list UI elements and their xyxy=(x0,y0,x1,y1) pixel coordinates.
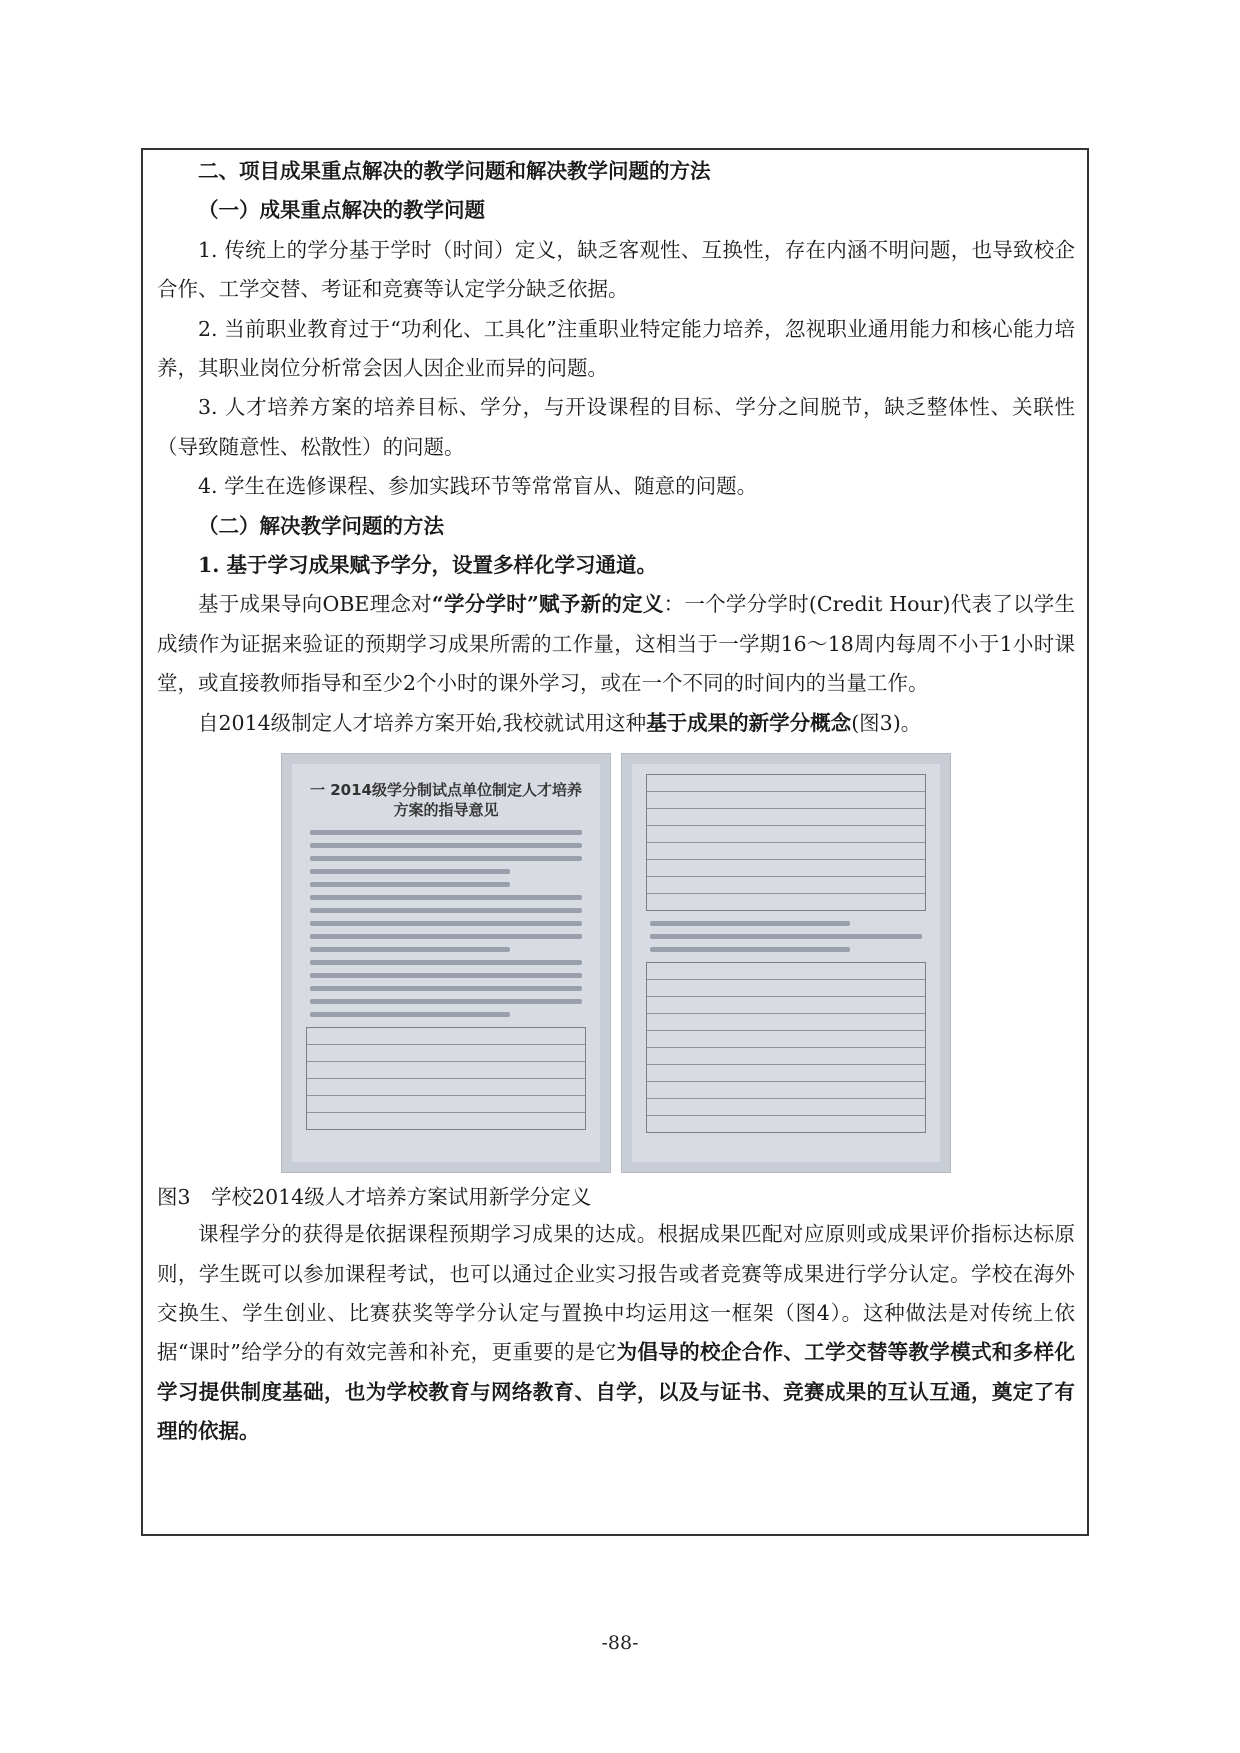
figure-3 xyxy=(157,753,1075,1173)
para2-lead: 自2014级制定人才培养方案开始,我校就试用这种 xyxy=(198,710,647,735)
photo-left-title: 一 2014级学分制试点单位制定人才培养方案的指导意见 xyxy=(310,781,582,820)
para2-bold: 基于成果的新学分概念 xyxy=(646,710,852,735)
heading-main: 二、项目成果重点解决的教学问题和解决教学问题的方法 xyxy=(198,159,711,183)
problem-1: 1. 传统上的学分基于学时（时间）定义，缺乏客观性、互换性，存在内涵不明问题，也导致校企合作、工学交替、考证和竞赛等认定学分缺乏依据。 xyxy=(157,237,1075,302)
problem-2: 2. 当前职业教育过于“功利化、工具化”注重职业特定能力培养，忽视职业通用能力和核心能力培养，其职业岗位分析常会因人因企业而异的问题。 xyxy=(157,316,1075,381)
photo-right-table-bottom xyxy=(646,962,926,1133)
heading-methods: （二）解决教学问题的方法 xyxy=(198,513,444,538)
page-number: -88- xyxy=(601,1632,639,1654)
problem-4: 4. 学生在选修课程、参加实践环节等常常盲从、随意的问题。 xyxy=(198,474,758,499)
problem-3: 3. 人才培养方案的培养目标、学分，与开设课程的目标、学分之间脱节，缺乏整体性、关联性（导致随意性、松散性）的问题。 xyxy=(157,395,1075,459)
para1-lead: 基于成果导向OBE理念对 xyxy=(198,592,432,617)
photo-right-page xyxy=(621,753,951,1173)
photo-left-table xyxy=(306,1027,586,1130)
heading-problems: （一）成果重点解决的教学问题 xyxy=(198,198,485,223)
figure-3-caption: 图3 学校2014级人才培养方案试用新学分定义 xyxy=(157,1185,592,1210)
para1-bold: “学分学时”赋予新的定义 xyxy=(431,592,664,617)
para3-bold: 为倡导的校企合作、工学交替等教学模式和多样化学习提供制度基础，也为学校教育与网络教育、自学，以及与证书、竞赛成果的互认互通，奠定了有理的依据。 xyxy=(157,1340,1075,1444)
paragraph-credit-recognition xyxy=(157,1215,1075,1451)
method-1-title: 1. 基于学习成果赋予学分，设置多样化学习通道。 xyxy=(198,553,658,578)
paragraph-credit-definition xyxy=(157,585,1075,703)
document-body xyxy=(157,152,1075,1452)
photo-right-table-top xyxy=(646,774,926,911)
para2-rest: (图3)。 xyxy=(851,710,922,735)
photo-left-page xyxy=(281,753,611,1173)
para1-rest: ：一个学分学时(Credit Hour)代表了以学生成绩作为证据来验证的预期学习成果所需的工作量，这相当于一学期16～18周内每周不小于1小时课堂，或直接教师指导和至少2个小时的课外学习，或在一个不同的时间内的当量工作。 xyxy=(157,592,1075,696)
para3-lead: 课程学分的获得是依据课程预期学习成果的达成。根据成果匹配对应原则或成果评价指标达标原则，学生既可以参加课程考试，也可以通过企业实习报告或者竞赛等成果进行学分认定。学校在海外交换生、学生创业、比赛获奖等学分认定与置换中均运用这一框架（图4）。这种做法是对传统上依据“课时”给学分的有效完善和补充，更重要的是它 xyxy=(157,1222,1075,1365)
paragraph-trial xyxy=(157,704,1075,743)
